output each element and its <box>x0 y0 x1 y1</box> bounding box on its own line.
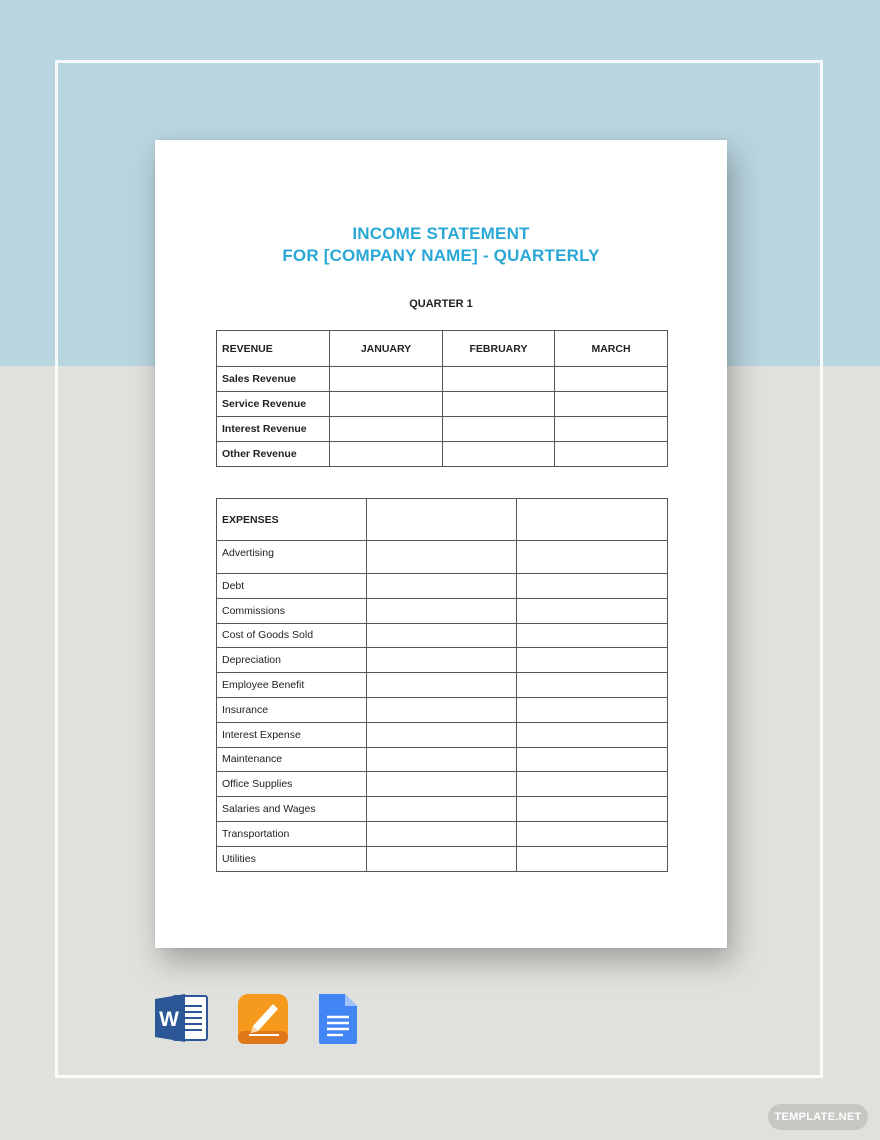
table-cell[interactable] <box>517 722 668 747</box>
table-cell[interactable] <box>367 747 517 772</box>
revenue-header: REVENUE <box>217 331 330 367</box>
table-cell[interactable] <box>330 442 443 467</box>
table-cell[interactable] <box>517 846 668 871</box>
pages-icon[interactable] <box>237 993 289 1045</box>
table-cell[interactable] <box>367 846 517 871</box>
row-label: Commissions <box>217 598 367 623</box>
revenue-table <box>216 330 668 467</box>
table-cell[interactable] <box>555 392 668 417</box>
table-cell[interactable] <box>517 541 668 574</box>
table-cell[interactable] <box>330 367 443 392</box>
quarter-label: QUARTER 1 <box>409 298 473 310</box>
row-label: Depreciation <box>217 648 367 673</box>
row-label: Cost of Goods Sold <box>217 623 367 648</box>
table-cell[interactable] <box>517 623 668 648</box>
table-cell[interactable] <box>443 442 555 467</box>
row-label: Debt <box>217 574 367 599</box>
row-label: Advertising <box>217 541 367 574</box>
table-cell[interactable] <box>517 747 668 772</box>
expenses-header-row <box>217 499 668 541</box>
column-header-february: FEBRUARY <box>443 331 555 367</box>
table-cell[interactable] <box>555 417 668 442</box>
table-cell[interactable] <box>367 541 517 574</box>
row-label: Interest Revenue <box>217 417 330 442</box>
table-cell[interactable] <box>517 673 668 698</box>
table-row <box>217 541 668 574</box>
document-page <box>155 140 727 948</box>
row-label: Other Revenue <box>217 442 330 467</box>
table-row <box>217 797 668 822</box>
table-cell[interactable] <box>517 697 668 722</box>
table-row <box>217 846 668 871</box>
table-cell[interactable] <box>367 821 517 846</box>
table-cell[interactable] <box>517 797 668 822</box>
column-header-january: JANUARY <box>330 331 443 367</box>
row-label: Sales Revenue <box>217 367 330 392</box>
row-label: Employee Benefit <box>217 673 367 698</box>
table-cell[interactable] <box>367 648 517 673</box>
table-cell[interactable] <box>517 574 668 599</box>
table-row <box>217 821 668 846</box>
google-docs-icon[interactable] <box>317 993 359 1045</box>
table-cell[interactable] <box>367 697 517 722</box>
table-cell[interactable] <box>517 821 668 846</box>
svg-text:W: W <box>159 1008 179 1031</box>
table-row <box>217 598 668 623</box>
document-subtitle: FOR [COMPANY NAME] - QUARTERLY <box>282 246 600 265</box>
table-row <box>217 697 668 722</box>
table-row <box>217 648 668 673</box>
table-row <box>217 772 668 797</box>
table-cell[interactable] <box>330 417 443 442</box>
table-cell[interactable] <box>517 598 668 623</box>
row-label: Salaries and Wages <box>217 797 367 822</box>
word-icon[interactable] <box>155 993 209 1043</box>
table-cell[interactable] <box>443 367 555 392</box>
revenue-header-row <box>217 331 668 367</box>
document-title: INCOME STATEMENT <box>352 224 530 243</box>
table-cell[interactable] <box>367 673 517 698</box>
expenses-table <box>216 498 668 872</box>
table-cell[interactable] <box>555 442 668 467</box>
row-label: Maintenance <box>217 747 367 772</box>
row-label: Insurance <box>217 697 367 722</box>
table-cell[interactable] <box>367 574 517 599</box>
expenses-header: EXPENSES <box>217 499 367 541</box>
table-row <box>217 442 668 467</box>
table-cell[interactable] <box>330 392 443 417</box>
table-cell[interactable] <box>367 598 517 623</box>
table-row <box>217 747 668 772</box>
table-cell[interactable] <box>517 648 668 673</box>
column-header-march: MARCH <box>555 331 668 367</box>
table-cell[interactable] <box>367 499 517 541</box>
table-cell[interactable] <box>367 797 517 822</box>
table-cell[interactable] <box>367 722 517 747</box>
row-label: Interest Expense <box>217 722 367 747</box>
table-row <box>217 722 668 747</box>
table-cell[interactable] <box>443 417 555 442</box>
table-cell[interactable] <box>517 499 668 541</box>
table-row <box>217 623 668 648</box>
table-cell[interactable] <box>517 772 668 797</box>
row-label: Transportation <box>217 821 367 846</box>
watermark-badge: TEMPLATE.NET <box>768 1104 868 1130</box>
app-icons <box>155 993 375 1045</box>
table-row <box>217 392 668 417</box>
table-cell[interactable] <box>367 772 517 797</box>
row-label: Utilities <box>217 846 367 871</box>
row-label: Office Supplies <box>217 772 367 797</box>
table-row <box>217 417 668 442</box>
table-cell[interactable] <box>443 392 555 417</box>
row-label: Service Revenue <box>217 392 330 417</box>
table-row <box>217 574 668 599</box>
table-cell[interactable] <box>555 367 668 392</box>
table-row <box>217 673 668 698</box>
table-row <box>217 367 668 392</box>
table-cell[interactable] <box>367 623 517 648</box>
